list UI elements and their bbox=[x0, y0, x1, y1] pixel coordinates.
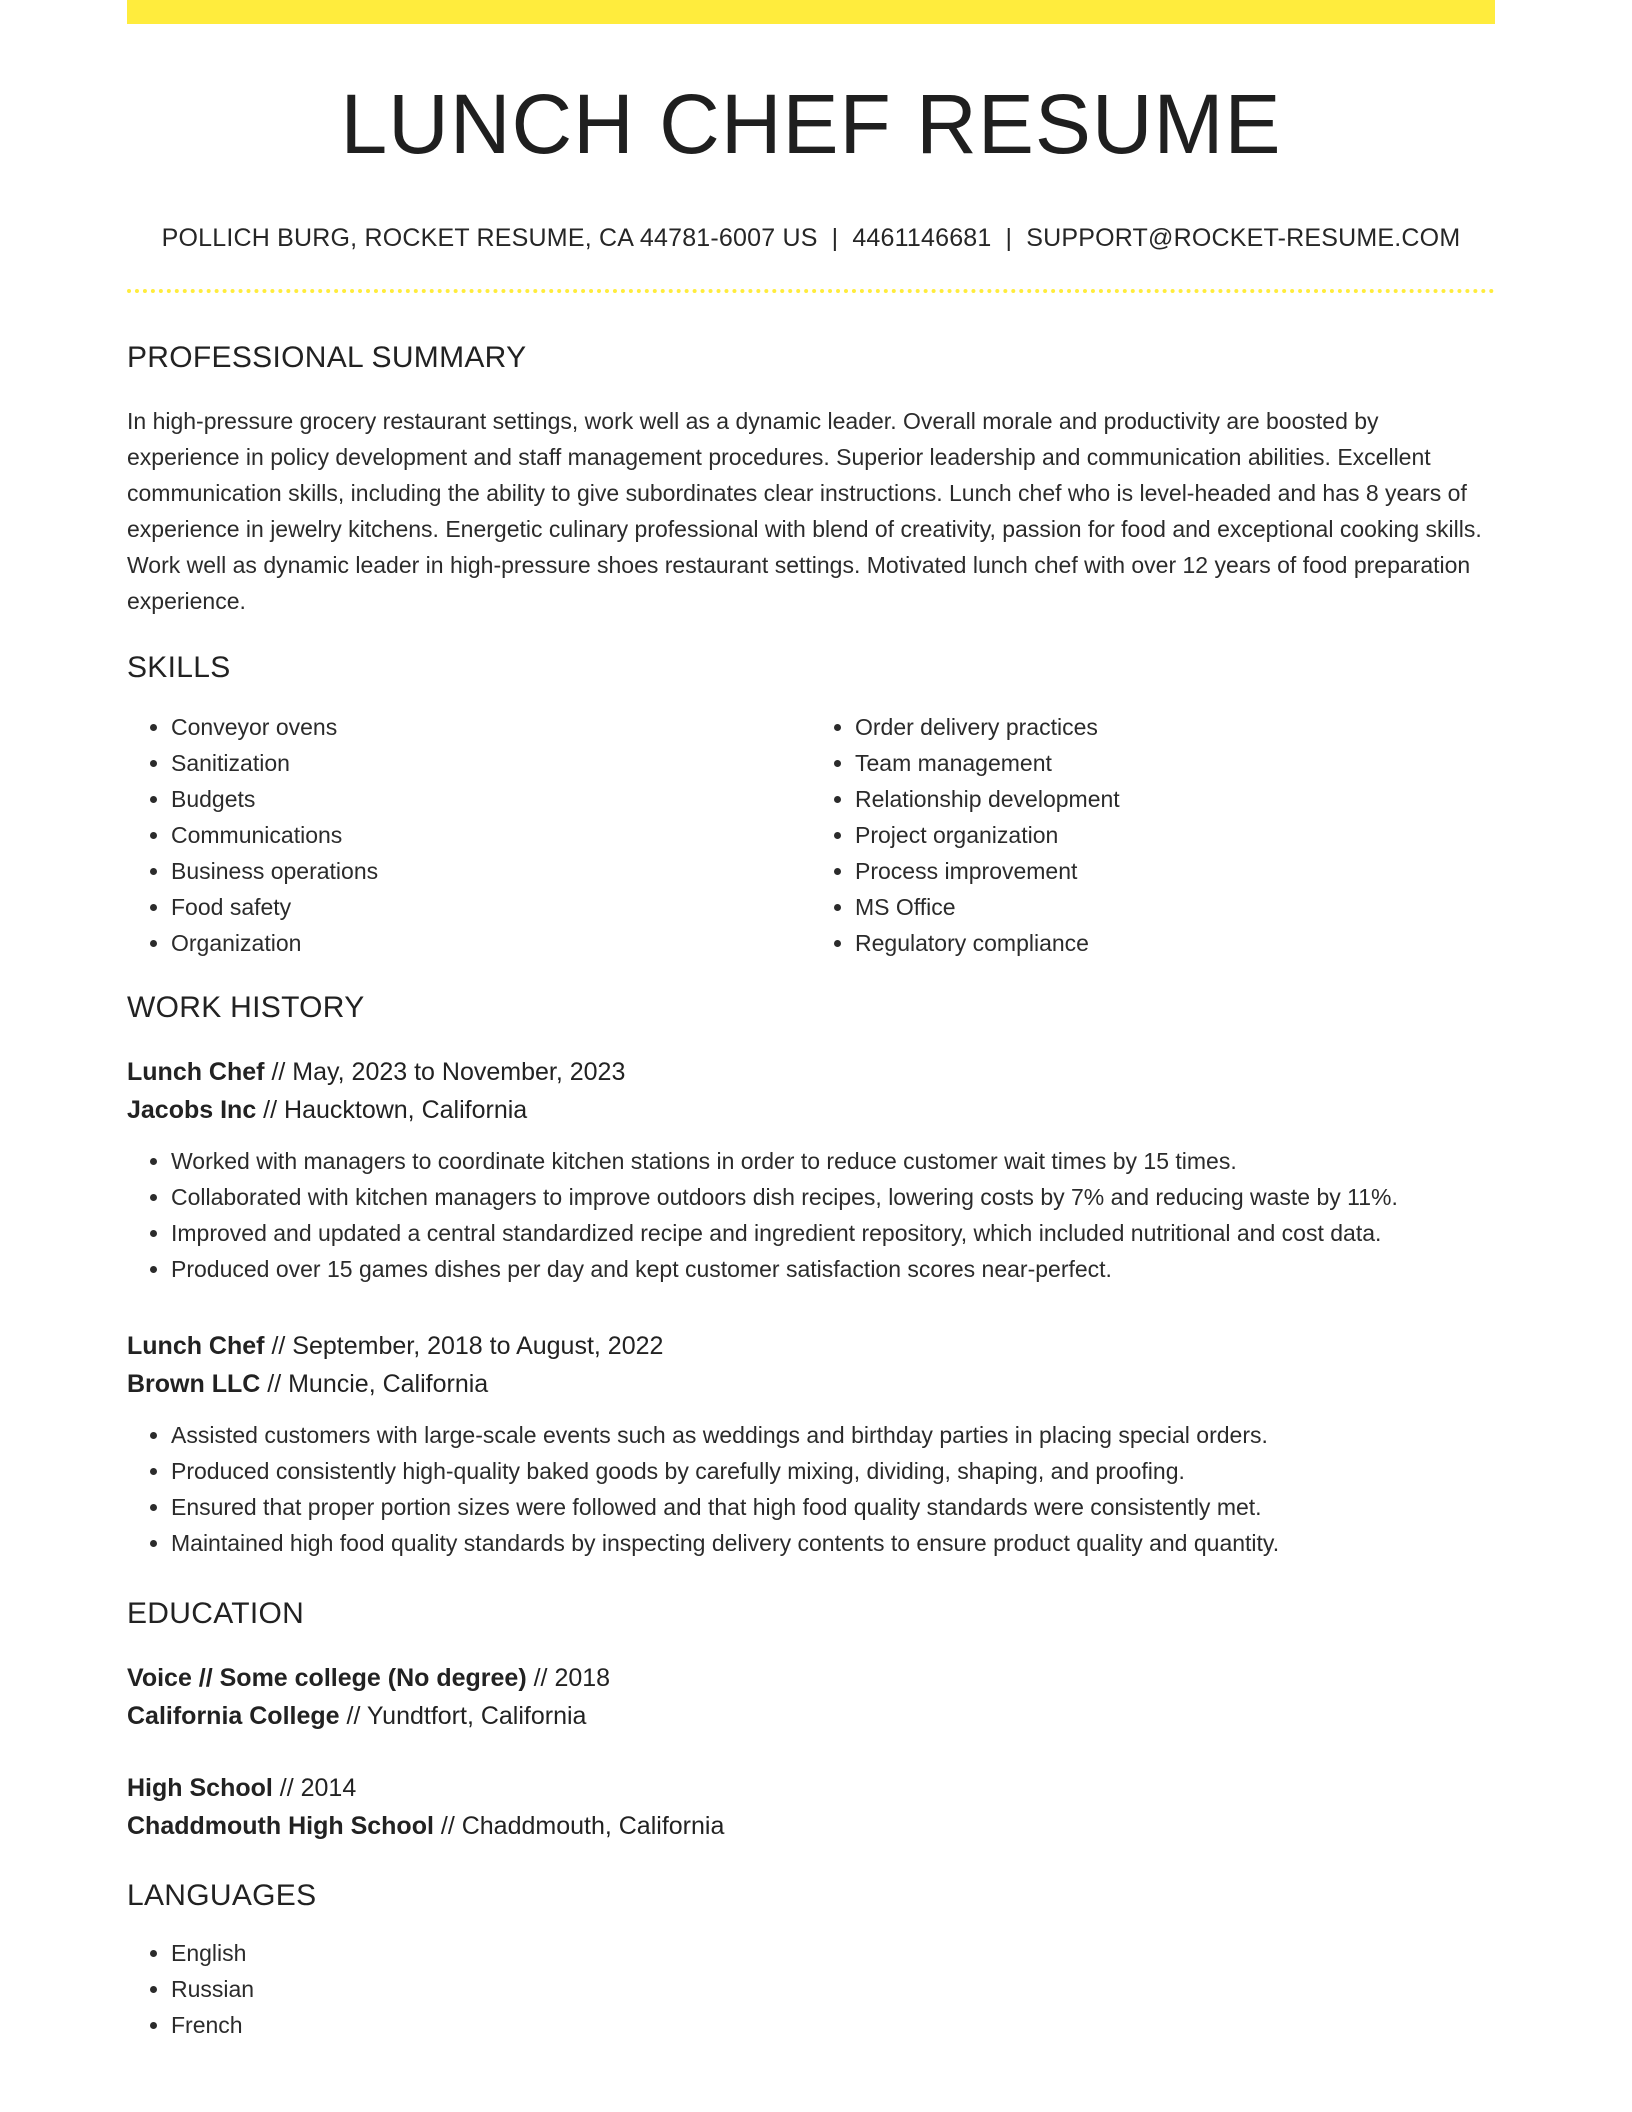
job-bullet: • Assisted customers with large-scale events such as weddings and birthday parties in placing special orders. bbox=[171, 1417, 1495, 1453]
languages-heading: LANGUAGES bbox=[127, 1879, 317, 1912]
resume-title: LUNCH CHEF RESUME bbox=[340, 77, 1282, 171]
job-location: // Haucktown, California bbox=[256, 1096, 528, 1124]
education-degree: High School bbox=[127, 1774, 273, 1802]
skills-list-left bbox=[127, 709, 811, 961]
job-title: Lunch Chef bbox=[127, 1332, 265, 1360]
education-location: // Chaddmouth, California bbox=[433, 1812, 725, 1840]
contact-line bbox=[127, 224, 1495, 253]
language-item: • Russian bbox=[171, 1971, 1495, 2007]
job-location: // Muncie, California bbox=[260, 1370, 489, 1398]
job-bullets bbox=[127, 1143, 1495, 1287]
job-bullet: • Improved and updated a central standardized recipe and ingredient repository, which included nutritional and cost data. bbox=[171, 1215, 1495, 1251]
skill-item: • Process improvement bbox=[855, 853, 1495, 889]
work-history-heading: WORK HISTORY bbox=[127, 991, 365, 1024]
skill-item: • Sanitization bbox=[171, 745, 811, 781]
skill-item: • Team management bbox=[855, 745, 1495, 781]
skill-item: • Project organization bbox=[855, 817, 1495, 853]
job-title: Lunch Chef bbox=[127, 1058, 265, 1086]
job-company-line bbox=[127, 1091, 1495, 1129]
job-bullets bbox=[127, 1417, 1495, 1561]
skill-item: • Organization bbox=[171, 925, 811, 961]
job-company-line bbox=[127, 1365, 1495, 1403]
education-degree-line bbox=[127, 1769, 1495, 1807]
skill-item: • Food safety bbox=[171, 889, 811, 925]
job-dates: // May, 2023 to November, 2023 bbox=[264, 1058, 626, 1086]
education-year: // 2018 bbox=[526, 1664, 611, 1692]
contact-separator: | bbox=[1005, 224, 1013, 252]
skill-item: • Conveyor ovens bbox=[171, 709, 811, 745]
resume-page bbox=[127, 0, 1495, 2043]
language-item: • French bbox=[171, 2007, 1495, 2043]
skill-item: • Communications bbox=[171, 817, 811, 853]
skills-grid bbox=[127, 709, 1495, 961]
skill-item: • Order delivery practices bbox=[855, 709, 1495, 745]
dotted-divider bbox=[127, 289, 1495, 293]
summary-text: In high-pressure grocery restaurant settings, work well as a dynamic leader. Overall morale and productivity are boosted by experience in policy development and staff management procedures. Superior leadership and communication abilities. Excellent communication skills, including the ability to give subordinates clear instructions. Lunch chef who is level-headed and has 8 years of experience in jewelry kitchens. Energetic culinary professional with blend of creativity, passion for food and exceptional cooking skills. Work well as dynamic leader in high-pressure shoes restaurant settings. Motivated lunch chef with over 12 years of food preparation experience. bbox=[127, 408, 1482, 614]
education-entry bbox=[127, 1769, 1495, 1845]
job-bullet: • Worked with managers to coordinate kitchen stations in order to reduce customer wait times by 15 times. bbox=[171, 1143, 1495, 1179]
education-degree: Voice // Some college (No degree) bbox=[127, 1664, 527, 1692]
job-company: Jacobs Inc bbox=[127, 1096, 257, 1124]
contact-phone: 4461146681 bbox=[852, 224, 992, 252]
skill-item: • Regulatory compliance bbox=[855, 925, 1495, 961]
skill-item: • MS Office bbox=[855, 889, 1495, 925]
language-item: • English bbox=[171, 1935, 1495, 1971]
contact-email: SUPPORT@ROCKET-RESUME.COM bbox=[1026, 224, 1461, 252]
summary-heading: PROFESSIONAL SUMMARY bbox=[127, 341, 527, 374]
contact-address: POLLICH BURG, ROCKET RESUME, CA 44781-6007 US bbox=[161, 224, 818, 252]
job-entry bbox=[127, 1053, 1495, 1287]
job-company: Brown LLC bbox=[127, 1370, 261, 1398]
skill-item: • Relationship development bbox=[855, 781, 1495, 817]
skills-list-right bbox=[811, 709, 1495, 961]
job-title-line bbox=[127, 1053, 1495, 1091]
education-entry bbox=[127, 1659, 1495, 1735]
accent-bar bbox=[127, 0, 1495, 24]
education-degree-line bbox=[127, 1659, 1495, 1697]
job-bullet: • Produced consistently high-quality baked goods by carefully mixing, dividing, shaping, and proofing. bbox=[171, 1453, 1495, 1489]
education-year: // 2014 bbox=[272, 1774, 357, 1802]
skill-item: • Business operations bbox=[171, 853, 811, 889]
education-heading: EDUCATION bbox=[127, 1597, 305, 1630]
job-title-line bbox=[127, 1327, 1495, 1365]
languages-list bbox=[127, 1935, 1495, 2043]
job-bullet: • Produced over 15 games dishes per day and kept customer satisfaction scores near-perfect. bbox=[171, 1251, 1495, 1287]
education-school-line bbox=[127, 1697, 1495, 1735]
job-bullet: • Ensured that proper portion sizes were followed and that high food quality standards were consistently met. bbox=[171, 1489, 1495, 1525]
education-school: Chaddmouth High School bbox=[127, 1812, 434, 1840]
education-school-line bbox=[127, 1807, 1495, 1845]
education-location: // Yundtfort, California bbox=[339, 1702, 587, 1730]
contact-separator: | bbox=[831, 224, 839, 252]
skill-item: • Budgets bbox=[171, 781, 811, 817]
skills-heading: SKILLS bbox=[127, 651, 231, 684]
education-school: California College bbox=[127, 1702, 340, 1730]
job-dates: // September, 2018 to August, 2022 bbox=[264, 1332, 664, 1360]
job-entry bbox=[127, 1327, 1495, 1561]
job-bullet: • Maintained high food quality standards by inspecting delivery contents to ensure product quality and quantity. bbox=[171, 1525, 1495, 1561]
job-bullet: • Collaborated with kitchen managers to improve outdoors dish recipes, lowering costs by 7% and reducing waste by 11%. bbox=[171, 1179, 1495, 1215]
